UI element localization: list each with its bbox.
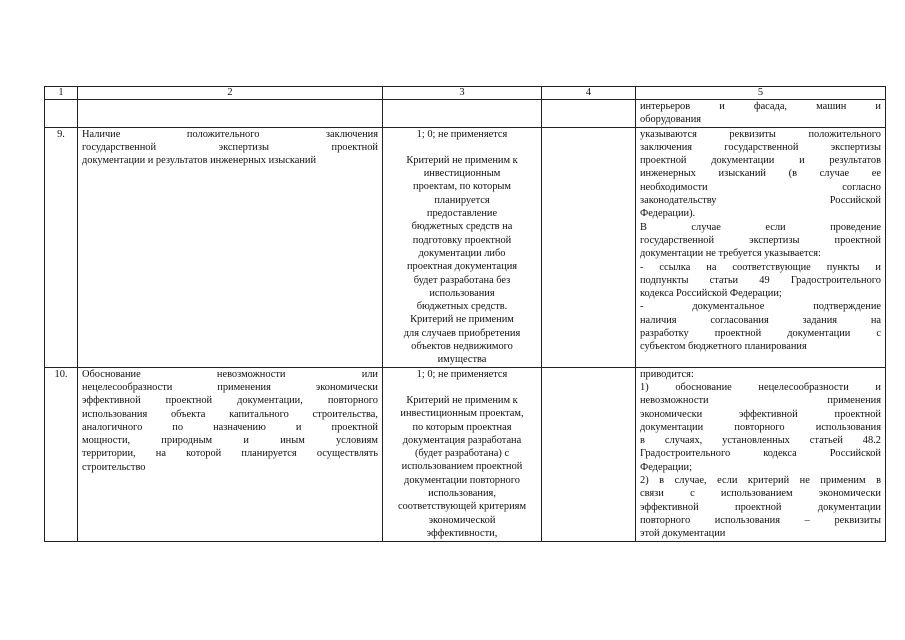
text-line: законодательству Российской	[640, 195, 881, 207]
text-line: экономически эффективной проектной	[640, 408, 881, 420]
text-line: мощности, природным и иным условиям	[82, 435, 378, 447]
continuation-row	[45, 100, 886, 128]
text-line: Критерий не применим к	[406, 154, 518, 166]
text-line: документации не требуется указывается:	[640, 248, 821, 260]
description-cell	[636, 127, 886, 367]
text-line: указываются реквизиты положительного	[640, 128, 881, 140]
text-line: нецелесообразности применения экономически	[82, 381, 378, 393]
text-line: документация разработана	[402, 434, 522, 446]
text-line: проектная документация	[406, 261, 518, 273]
header-cell-4: 4	[542, 87, 636, 100]
text-line: (будет разработана) с	[414, 448, 510, 460]
text-line: имущества	[437, 354, 487, 366]
text-line: объектов недвижимого	[411, 341, 513, 353]
text-line: эффективной проектной документации, повторного	[82, 395, 378, 407]
text-line: приводится:	[640, 368, 694, 380]
cont-cell-2	[78, 100, 383, 128]
text-line: Критерий не применим к	[406, 394, 518, 406]
cont-cell-4	[542, 100, 636, 128]
text-line: инвестиционным	[423, 168, 501, 180]
text-line: экономической	[428, 514, 496, 526]
text-line: бюджетных средств на	[411, 221, 513, 233]
text-line: В случае если проведение	[640, 221, 881, 233]
header-cell-1: 1	[45, 87, 78, 100]
text-line: связи с использованием экономически	[640, 488, 881, 500]
text-line: подготовку проектной	[412, 234, 512, 246]
text-line: предоставление	[426, 208, 498, 220]
text-line: для случаев приобретения	[403, 327, 521, 339]
text-line: государственной экспертизы проектной	[82, 141, 378, 153]
text-line: аналогичного по назначению и проектной	[82, 421, 378, 433]
text-line: использования,	[428, 488, 496, 500]
criterion-text	[78, 367, 383, 541]
text-line: Наличие положительного заключения	[82, 128, 378, 140]
text-line: оборудования	[640, 114, 702, 126]
header-cell-3: 3	[383, 87, 542, 100]
text-line: использованием проектной	[401, 461, 523, 473]
cont-cell-1	[45, 100, 78, 128]
text-line: Обоснование невозможности или	[82, 368, 378, 380]
text-line: 1) обоснование нецелесообразности и	[640, 381, 881, 393]
row-number: 10.	[45, 367, 78, 541]
text-line: эффективности,	[426, 527, 498, 539]
text-line: Федерации;	[640, 461, 692, 473]
table-row-9	[45, 127, 886, 367]
text-line: по которым проектная	[412, 421, 512, 433]
text-line: инженерных изысканий (в случае ее	[640, 168, 881, 180]
criteria-table	[44, 86, 886, 542]
text-line: использования	[429, 287, 495, 299]
text-line: этой документации	[640, 528, 726, 540]
text-line: использования объекта капитального строительства,	[82, 408, 378, 420]
text-line: Градостроительного кодекса Российской	[640, 448, 881, 460]
score-options: 1; 0; не применяется	[416, 128, 508, 140]
header-row	[45, 87, 886, 100]
text-line: будет разработана без	[413, 274, 511, 286]
text-line: повторного использования – реквизиты	[640, 514, 881, 526]
text-line: проектной документации и результатов	[640, 155, 881, 167]
text-line: субъектом бюджетного планирования	[640, 341, 807, 353]
text-line: документации повторного	[404, 474, 520, 486]
text-line: государственной экспертизы проектной	[640, 234, 881, 246]
text-line: - ссылка на соответствующие пункты и	[640, 261, 881, 273]
header-cell-5: 5	[636, 87, 886, 100]
text-line: кодекса Российской Федерации;	[640, 288, 782, 300]
text-line: разработку проектной документации с	[640, 328, 881, 340]
text-line: бюджетных средств.	[416, 301, 508, 313]
text-line: Федерации).	[640, 208, 696, 220]
empty-cell	[542, 127, 636, 367]
text-line: документации и результатов инженерных изысканий	[82, 155, 317, 167]
text-line: проектам, по которым	[413, 181, 511, 193]
header-cell-2: 2	[78, 87, 383, 100]
text-line: в случаях, установленных статьей 48.2	[640, 435, 881, 447]
scores-cell	[383, 367, 542, 541]
score-options: 1; 0; не применяется	[416, 368, 508, 380]
text-line: - документальное подтверждение	[640, 301, 881, 313]
text-line: соответствующей критериям	[397, 501, 527, 513]
text-line: наличия согласования задания на	[640, 314, 881, 326]
row-number: 9.	[45, 127, 78, 367]
scores-cell	[383, 127, 542, 367]
text-line: строительство	[82, 461, 146, 473]
description-cell	[636, 367, 886, 541]
text-line: документации повторного использования	[640, 421, 881, 433]
criterion-text	[78, 127, 383, 367]
text-line: заключения государственной экспертизы	[640, 141, 881, 153]
table-row-10	[45, 367, 886, 541]
text-line: планируется	[434, 194, 490, 206]
text-line: инвестиционным проектам,	[400, 408, 524, 420]
text-line: территории, на которой планируется осуществлять	[82, 448, 378, 460]
text-line: подпункты статьи 49 Градостроительного	[640, 274, 881, 286]
text-line: Критерий не применим	[410, 314, 514, 326]
text-line: невозможности применения	[640, 395, 881, 407]
text-line: необходимости согласно	[640, 181, 881, 193]
text-line: 2) в случае, если критерий не применим в	[640, 475, 881, 487]
text-line: эффективной проектной документации	[640, 501, 881, 513]
empty-cell	[542, 367, 636, 541]
cont-cell-5	[636, 100, 886, 128]
cont-cell-3	[383, 100, 542, 128]
text-line: интерьеров и фасада, машин и	[640, 101, 881, 112]
text-line: документации либо	[418, 247, 506, 259]
